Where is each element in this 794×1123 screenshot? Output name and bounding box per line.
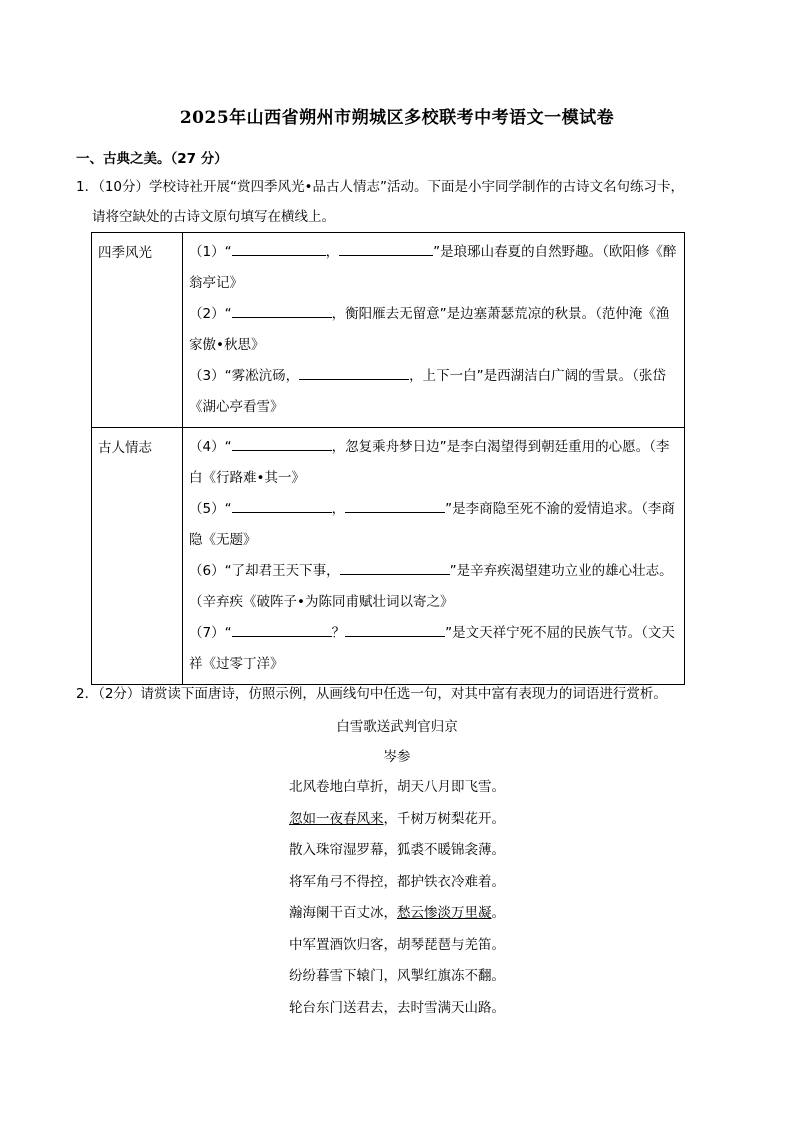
answer-blank[interactable] [339, 240, 433, 256]
item-text: （6）“了却君王天下事， [189, 563, 340, 579]
exam-title: 2025年山西省朔州市朔城区多校联考中考语文一模试卷 [179, 108, 615, 128]
item-text: ，上下一白”是西湖洁白广阔的雪景。（张岱 [409, 368, 666, 384]
items-cell [183, 428, 685, 685]
poem-line: 散入珠帘湿罗幕，狐裘不暖锦衾薄。 [289, 842, 505, 858]
item-text: （1）“ [189, 244, 232, 260]
item-text: （7）“ [189, 625, 232, 641]
poem-line: 中军置酒饮归客，胡琴琵琶与羌笛。 [289, 936, 505, 953]
item-text: ，忽复乘舟梦日边”是李白渴望得到朝廷重用的心愿。（李 [331, 439, 670, 455]
item-text: （3）“雾凇沆砀， [189, 368, 300, 384]
table-row [92, 233, 685, 428]
item-text: （5）“ [189, 501, 232, 517]
table-row [92, 428, 685, 685]
poem-line: 将军角弓不得控，都护铁衣冷难着。 [289, 873, 505, 890]
poem-line: 纷纷暮雪下辕门，风掣红旗冻不翻。 [289, 968, 505, 984]
item-text: （2）“ [189, 306, 232, 322]
poem-line-text: ，千树万树梨花开。 [383, 810, 505, 827]
category-cell: 四季风光 [92, 233, 183, 428]
item-text: ， [325, 244, 340, 260]
item-text: ”是李商隐至死不渝的爱情追求。（李商 [445, 501, 675, 517]
category-cell: 古人情志 [92, 428, 183, 685]
section-heading: 一、古典之美。（27 分） [76, 151, 228, 167]
item-text: 白《行路难•其一》 [189, 470, 305, 486]
fill-item-4 [189, 432, 678, 494]
answer-blank[interactable] [345, 621, 445, 637]
poem-line-text: 。 [491, 905, 505, 921]
item-text: 翁亭记》 [189, 275, 243, 291]
fill-item-1 [189, 237, 678, 299]
answer-blank[interactable] [299, 364, 409, 380]
answer-blank[interactable] [232, 621, 332, 637]
fill-item-7 [189, 618, 678, 680]
item-text: 家傲•秋思》 [189, 337, 265, 353]
question-1-stem-line1: 1．（10分）学校诗社开展“赏四季风光•品古人情志”活动。下面是小宇同学制作的古诗文名句练习卡， [76, 179, 684, 195]
poem-line [0, 898, 794, 930]
fill-item-2 [189, 299, 678, 361]
question-2-stem: 2．（2分）请赏读下面唐诗，仿照示例，从画线句中任选一句，对其中富有表现力的词语进行赏析。 [76, 686, 667, 702]
item-text: （4）“ [189, 439, 232, 455]
poem-title: 白雪歌送武判官归京 [336, 719, 458, 735]
poem-line: 轮台东门送君去，去时雪满天山路。 [289, 999, 505, 1016]
item-text: ，衡阳雁去无留意”是边塞萧瑟荒凉的秋景。（范仲淹《渔 [331, 306, 670, 322]
answer-blank[interactable] [340, 559, 450, 575]
poem-author: 岑参 [383, 749, 411, 765]
underlined-phrase: 忽如一夜春风来 [289, 810, 384, 827]
item-text: （辛弃疾《破阵子•为陈同甫赋壮词以寄之》 [189, 594, 454, 610]
item-text: ， [331, 501, 346, 517]
practice-card-table [91, 232, 685, 685]
answer-blank[interactable] [345, 497, 445, 513]
fill-item-3 [189, 361, 678, 423]
item-text: ”是文天祥宁死不屈的民族气节。（文天 [445, 625, 675, 641]
items-cell [183, 233, 685, 428]
item-text: ”是琅琊山春夏的自然野趣。（欧阳修《醉 [433, 244, 677, 260]
question-1-stem [76, 175, 716, 201]
question-1-stem-line2: 请将空缺处的古诗文原句填写在横线上。 [92, 209, 335, 225]
item-text: 《湖心亭看雪》 [189, 399, 284, 415]
answer-blank[interactable] [232, 240, 326, 256]
item-text: 隐《无题》 [189, 532, 257, 548]
item-text: ”是辛弃疾渴望建功立业的雄心壮志。 [449, 563, 673, 579]
fill-item-6 [189, 556, 678, 618]
poem-line [0, 804, 794, 836]
poem-line-text: 瀚海阑干百丈冰， [289, 905, 397, 921]
answer-blank[interactable] [232, 435, 332, 451]
item-text: 祥《过零丁洋》 [189, 656, 284, 672]
fill-item-5 [189, 494, 678, 556]
underlined-phrase: 愁云惨淡万里凝 [397, 905, 492, 921]
poem-line: 北风卷地白草折，胡天八月即飞雪。 [289, 779, 505, 795]
answer-blank[interactable] [232, 497, 332, 513]
item-text: ？ [331, 625, 346, 641]
answer-blank[interactable] [232, 302, 332, 318]
poem-block [0, 712, 794, 1024]
